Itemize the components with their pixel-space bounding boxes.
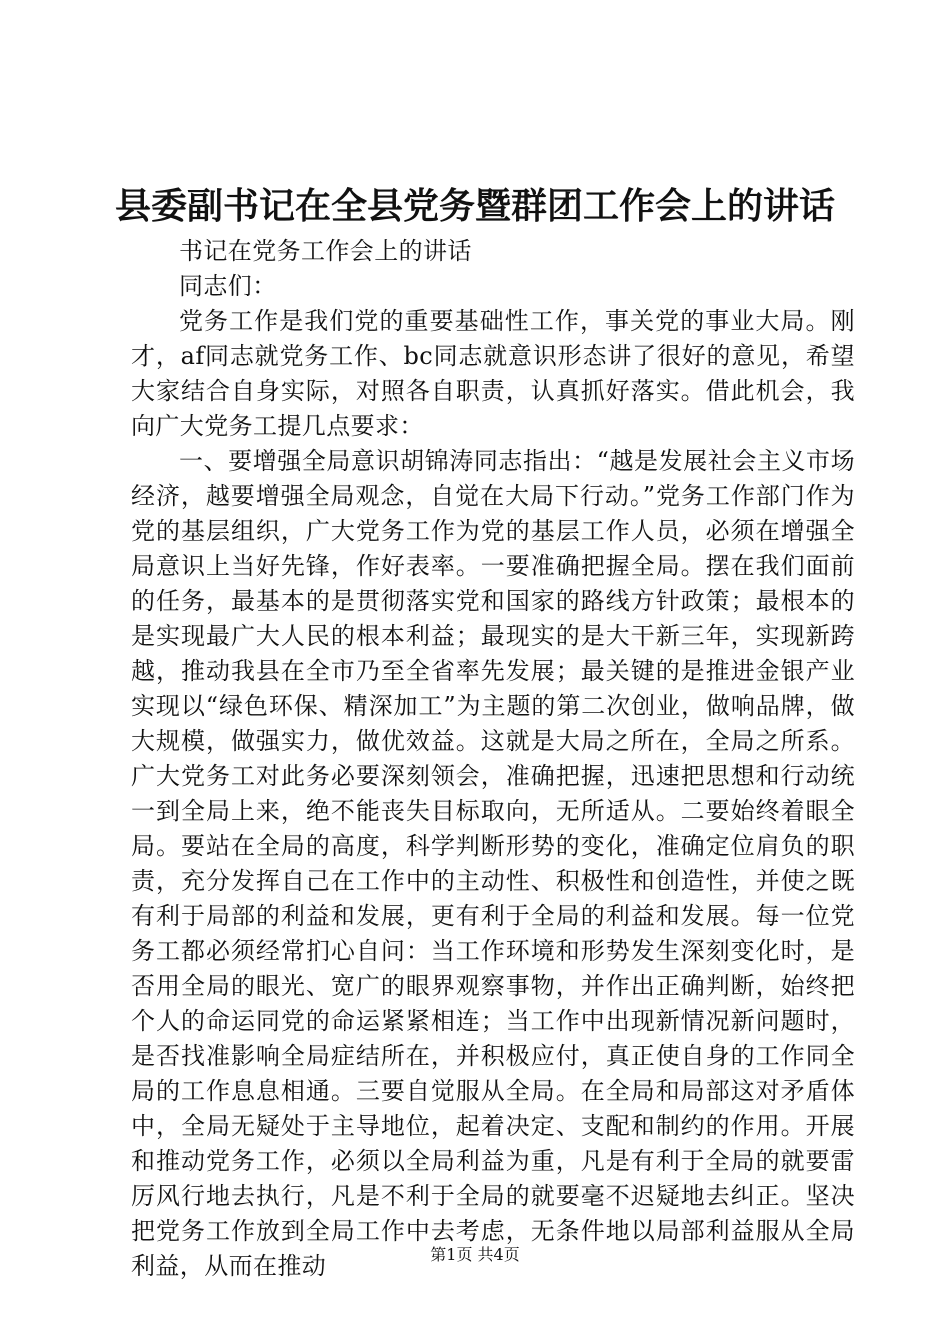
page-number-footer: 第1页 共4页	[430, 1245, 520, 1264]
paragraph-intro: 党务工作是我们党的重要基础性工作，事关党的事业大局。刚才，af同志就党务工作、bc同志就意识形态讲了很好的意见，希望大家结合自身实际，对照各自职责，认真抓好落实。借此机会，我向广大党务工提几点要求：	[131, 307, 855, 440]
paragraph-subtitle: 书记在党务工作会上的讲话	[179, 237, 472, 265]
paragraph-section-one: 一、要增强全局意识胡锦涛同志指出：“越是发展社会主义市场经济，越要增强全局观念，自觉在大局下行动。”党务工作部门作为党的基层组织，广大党务工作为党的基层工作人员，必须在增强全局意识上当好先锋，作好表率。一要准确把握全局。摆在我们面前的任务，最基本的是贯彻落实党和国家的路线方针政策；最根本的是实现最广大人民的根本利益；最现实的是大干新三年，实现新跨越，推动我县在全市乃至全省率先发展；最关键的是推进金银产业实现以“绿色环保、精深加工”为主题的第二次创业，做响品牌，做大规模，做强实力，做优效益。这就是大局之所在，全局之所系。广大党务工对此务必要深刻领会，准确把握，迅速把思想和行动统一到全局上来，绝不能丧失目标取向，无所适从。二要始终着眼全局。要站在全局的高度，科学判断形势的变化，准确定位肩负的职责，充分发挥自己在工作中的主动性、积极性和创造性，并使之既有利于局部的利益和发展，更有利于全局的利益和发展。每一位党务工都必须经常扪心自问：当工作环境和形势发生深刻变化时，是否用全局的眼光、宽广的眼界观察事物，并作出正确判断，始终把个人的命运同党的命运紧紧相连；当工作中出现新情况新问题时，是否找准影响全局症结所在，并积极应付，真正使自身的工作同全局的工作息息相通。三要自觉服从全局。在全局和局部这对矛盾体中，全局无疑处于主导地位，起着决定、支配和制约的作用。开展和推动党务工作，必须以全局利益为重，凡是有利于全局的就要雷厉风行地去执行，凡是不利于全局的就要毫不迟疑地去纠正。坚决把党务工作放到全局工作中去考虑，无条件地以局部利益服从全局利益，从而在推动	[131, 447, 855, 1280]
document-title: 县委副书记在全县党务暨群团工作会上的讲话	[114, 185, 835, 227]
paragraph-salutation: 同志们：	[179, 272, 277, 300]
document-body	[131, 234, 855, 1284]
